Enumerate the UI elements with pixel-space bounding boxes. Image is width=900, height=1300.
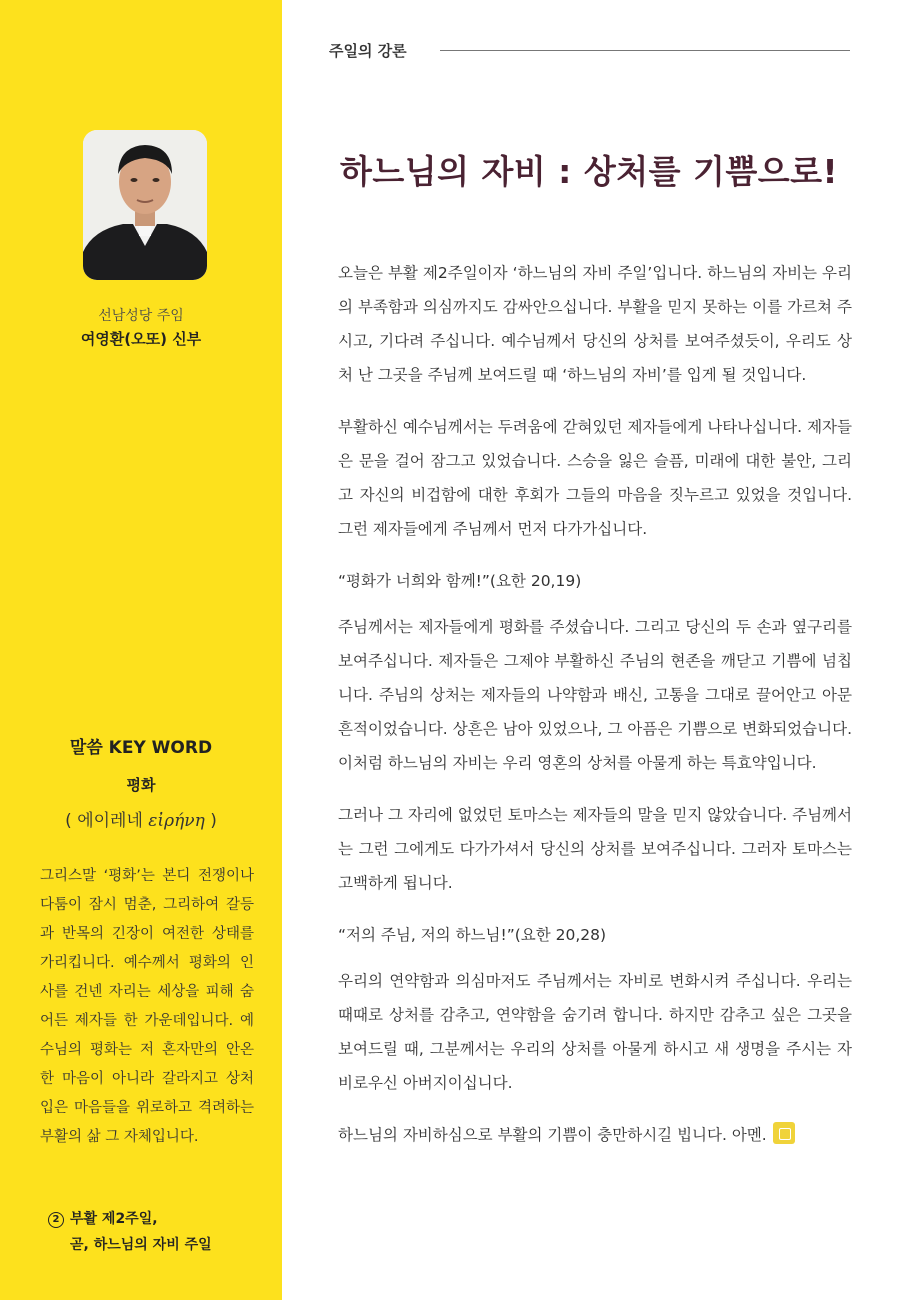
- article-body: [338, 256, 852, 1170]
- keyword-description: 그리스말 ‘평화’는 본디 전쟁이나 다툼이 잠시 멈춘, 그리하여 갈등과 반목의 긴장이 여전한 상태를 가리킵니다. 예수께서 평화의 인사를 건넨 자리는 세상을 피해 숨어든 제자들 한 가운데입니다. 예수님의 평화는 저 혼자만의 안온한 마음이 아니라 갈라지고 상처 입은 마음들을 위로하고 격려하는 부활의 삶 그 자체입니다.: [40, 868, 254, 1145]
- paragraph-4: 그러나 그 자리에 없었던 토마스는 제자들의 말을 믿지 않았습니다. 주님께서는 그런 그에게도 다가가셔서 당신의 상처를 보여주십니다. 그러자 토마스는 고백하게 됩니다.: [338, 806, 852, 892]
- occasion-line-2: 곧, 하느님의 자비 주일: [70, 1237, 212, 1253]
- author-affiliation: 선남성당 주임: [98, 308, 184, 324]
- paragraph-5: 우리의 연약함과 의심마저도 주님께서는 자비로 변화시켜 주십니다. 우리는 때때로 상처를 감추고, 연약함을 숨기려 합니다. 하지만 감추고 싶은 그곳을 보여드릴 때, 그분께서는 우리의 상처를 아물게 하시고 새 생명을 주시는 자비로우신 아버지이십니다.: [338, 972, 852, 1092]
- article-title: 하느님의 자비 : 상처를 기쁨으로!: [339, 152, 839, 191]
- liturgical-occasion: [48, 1206, 212, 1258]
- occasion-number: 2: [48, 1212, 64, 1228]
- paragraph-1: 오늘은 부활 제2주일이자 ‘하느님의 자비 주일’입니다. 하느님의 자비는 우리의 부족함과 의심까지도 감싸안으십니다. 부활을 믿지 못하는 이를 가르쳐 주시고, 기다려 주십니다. 예수님께서 당신의 상처를 보여주셨듯이, 우리도 상처 난 그곳을 주님께 보여드릴 때 ‘하느님의 자비’를 입게 될 것입니다.: [338, 264, 852, 384]
- paragraph-3: 주님께서는 제자들에게 평화를 주셨습니다. 그리고 당신의 두 손과 옆구리를 보여주십니다. 제자들은 그제야 부활하신 주님의 현존을 깨닫고 기쁨에 넘칩니다. 주님의 상처는 제자들의 나약함과 배신, 고통을 그대로 끌어안고 아문 흔적이었습니다. 상흔은 남아 있었으나, 그 아픔은 기쁨으로 변화되었습니다. 이처럼 하느님의 자비는 우리 영혼의 상처를 아물게 하는 특효약입니다.: [338, 618, 852, 772]
- keyword-section-title: 말씀 KEY WORD: [69, 738, 213, 758]
- paragraph-2: 부활하신 예수님께서는 두려움에 갇혀있던 제자들에게 나타나십니다. 제자들은 문을 걸어 잠그고 있었습니다. 스승을 잃은 슬픔, 미래에 대한 불안, 그리고 자신의 비겁함에 대한 후회가 그들의 마음을 짓누르고 있었을 것입니다. 그런 제자들에게 주님께서 먼저 다가가십니다.: [338, 418, 852, 538]
- column-label: 주일의 강론: [329, 42, 407, 60]
- keyword-close: ): [204, 811, 217, 831]
- closing-text: 하느님의 자비하심으로 부활의 기쁨이 충만하시길 빕니다. 아멘.: [338, 1126, 767, 1144]
- occasion-line-1: 부활 제2주일,: [70, 1211, 158, 1227]
- header-divider: [440, 50, 850, 51]
- scripture-quote-1: “평화가 너희와 함께!”(요한 20,19): [338, 572, 582, 590]
- keyword-open: ( 에이레네: [65, 811, 149, 831]
- keyword-transliteration: [0, 806, 282, 831]
- sidebar: [0, 0, 282, 1300]
- scripture-quote-2: “저의 주님, 저의 하느님!”(요한 20,28): [338, 926, 607, 944]
- end-mark-icon: [773, 1122, 795, 1144]
- author-portrait-image: [83, 130, 207, 280]
- keyword: 평화: [126, 776, 156, 794]
- keyword-greek: εἰρήνη: [148, 811, 205, 831]
- closing-paragraph: [338, 1118, 852, 1152]
- author-name: 여영환(오또) 신부: [80, 330, 202, 348]
- author-photo: [83, 130, 207, 280]
